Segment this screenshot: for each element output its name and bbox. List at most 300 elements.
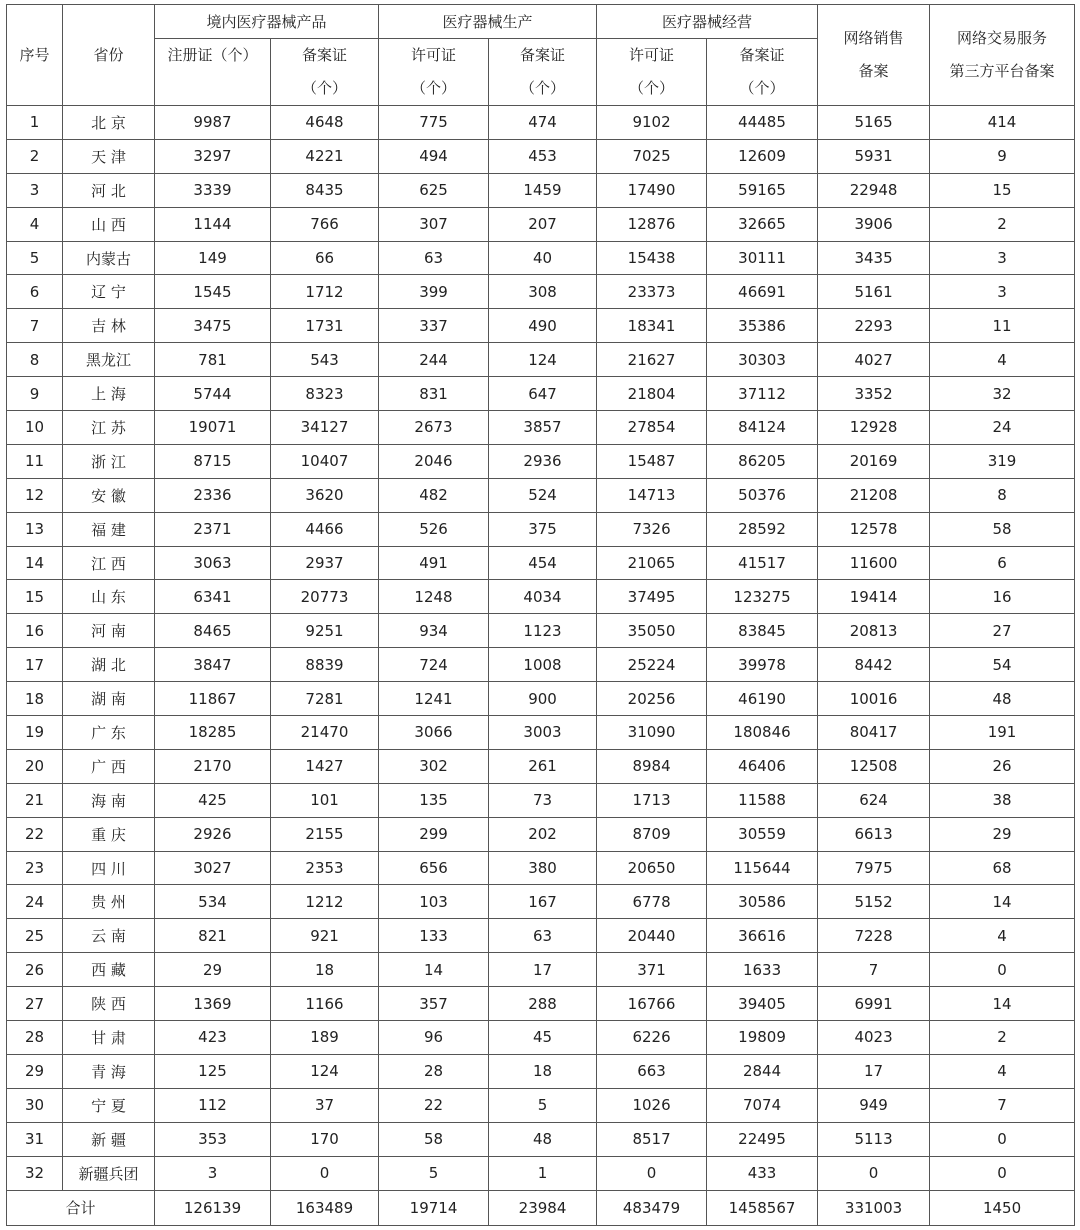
registration-cell: 2336	[155, 478, 271, 512]
online-sales-cell: 80417	[818, 716, 930, 750]
platform-cell: 2	[930, 207, 1075, 241]
registration-cell: 3063	[155, 546, 271, 580]
product-filing-cell: 4648	[271, 106, 379, 140]
header-online-sales	[818, 5, 930, 106]
online-sales-cell: 12928	[818, 411, 930, 445]
product-filing-cell: 37	[271, 1088, 379, 1122]
province-cell: 湖 南	[63, 682, 155, 716]
header-platform-line1: 网络交易服务	[957, 29, 1048, 47]
registration-cell: 18285	[155, 716, 271, 750]
online-sales-cell: 3435	[818, 241, 930, 275]
online-sales-cell: 17	[818, 1054, 930, 1088]
operation-license-cell: 35050	[597, 614, 707, 648]
table-row	[7, 1088, 1075, 1122]
platform-cell: 2	[930, 1021, 1075, 1055]
platform-cell: 58	[930, 512, 1075, 546]
operation-license-cell: 21804	[597, 377, 707, 411]
operation-filing-cell: 115644	[707, 851, 818, 885]
production-filing-cell: 524	[489, 478, 597, 512]
registration-cell: 1369	[155, 987, 271, 1021]
province-cell: 浙 江	[63, 444, 155, 478]
header-province: 省份	[63, 5, 155, 106]
province-cell: 山 东	[63, 580, 155, 614]
platform-cell: 29	[930, 817, 1075, 851]
registration-cell: 423	[155, 1021, 271, 1055]
production-license-cell: 96	[379, 1021, 489, 1055]
platform-cell: 7	[930, 1088, 1075, 1122]
registration-cell: 112	[155, 1088, 271, 1122]
production-license-cell: 2673	[379, 411, 489, 445]
table-row	[7, 275, 1075, 309]
operation-filing-cell: 11588	[707, 783, 818, 817]
online-sales-cell: 3906	[818, 207, 930, 241]
online-sales-cell: 5113	[818, 1122, 930, 1156]
production-license-cell: 307	[379, 207, 489, 241]
seq-cell: 29	[7, 1054, 63, 1088]
operation-license-cell: 37495	[597, 580, 707, 614]
product-filing-cell: 543	[271, 343, 379, 377]
product-filing-cell: 8435	[271, 173, 379, 207]
seq-cell: 1	[7, 106, 63, 140]
online-sales-cell: 12508	[818, 749, 930, 783]
province-cell: 山 西	[63, 207, 155, 241]
table-row	[7, 546, 1075, 580]
production-license-cell: 625	[379, 173, 489, 207]
operation-filing-cell: 19809	[707, 1021, 818, 1055]
production-filing-cell: 375	[489, 512, 597, 546]
production-filing-cell: 73	[489, 783, 597, 817]
operation-filing-cell: 7074	[707, 1088, 818, 1122]
online-sales-cell: 4023	[818, 1021, 930, 1055]
production-license-cell: 2046	[379, 444, 489, 478]
header-operation: 医疗器械经营	[597, 5, 818, 39]
online-sales-cell: 21208	[818, 478, 930, 512]
operation-filing-cell: 59165	[707, 173, 818, 207]
operation-filing-cell: 83845	[707, 614, 818, 648]
table-row	[7, 987, 1075, 1021]
table-row	[7, 885, 1075, 919]
operation-filing-cell: 28592	[707, 512, 818, 546]
platform-cell: 48	[930, 682, 1075, 716]
registration-cell: 149	[155, 241, 271, 275]
subheader-product-registration: 注册证（个）	[155, 39, 271, 106]
province-cell: 黑龙江	[63, 343, 155, 377]
production-filing-cell: 2936	[489, 444, 597, 478]
product-filing-cell: 1212	[271, 885, 379, 919]
online-sales-cell: 7975	[818, 851, 930, 885]
table-row	[7, 783, 1075, 817]
platform-cell: 14	[930, 885, 1075, 919]
operation-license-cell: 663	[597, 1054, 707, 1088]
operation-filing-cell: 2844	[707, 1054, 818, 1088]
platform-cell: 9	[930, 139, 1075, 173]
header-domestic-product: 境内医疗器械产品	[155, 5, 379, 39]
header-online-sales-line1: 网络销售	[843, 29, 904, 47]
operation-license-cell: 20650	[597, 851, 707, 885]
operation-filing-cell: 30111	[707, 241, 818, 275]
province-cell: 吉 林	[63, 309, 155, 343]
online-sales-cell: 2293	[818, 309, 930, 343]
product-filing-cell: 8839	[271, 648, 379, 682]
table-row	[7, 139, 1075, 173]
subheader-production-license: 许可证 （个）	[379, 39, 489, 106]
production-filing-cell: 1	[489, 1156, 597, 1190]
medical-device-stats-table	[6, 4, 1075, 1226]
table-row	[7, 648, 1075, 682]
platform-cell: 27	[930, 614, 1075, 648]
table-body	[7, 106, 1075, 1191]
total-cell: 331003	[818, 1190, 930, 1225]
operation-license-cell: 15487	[597, 444, 707, 478]
table-row	[7, 1054, 1075, 1088]
production-filing-cell: 124	[489, 343, 597, 377]
production-license-cell: 299	[379, 817, 489, 851]
province-cell: 云 南	[63, 919, 155, 953]
operation-license-cell: 7326	[597, 512, 707, 546]
production-filing-cell: 454	[489, 546, 597, 580]
registration-cell: 3	[155, 1156, 271, 1190]
operation-filing-cell: 86205	[707, 444, 818, 478]
production-filing-cell: 1008	[489, 648, 597, 682]
product-filing-cell: 766	[271, 207, 379, 241]
production-filing-cell: 474	[489, 106, 597, 140]
online-sales-cell: 6991	[818, 987, 930, 1021]
production-filing-cell: 900	[489, 682, 597, 716]
province-cell: 贵 州	[63, 885, 155, 919]
province-cell: 北 京	[63, 106, 155, 140]
registration-cell: 2371	[155, 512, 271, 546]
table-row	[7, 309, 1075, 343]
platform-cell: 68	[930, 851, 1075, 885]
table-footer	[7, 1190, 1075, 1225]
total-cell: 1450	[930, 1190, 1075, 1225]
registration-cell: 1144	[155, 207, 271, 241]
table-row	[7, 343, 1075, 377]
online-sales-cell: 10016	[818, 682, 930, 716]
table-row	[7, 1021, 1075, 1055]
operation-filing-cell: 36616	[707, 919, 818, 953]
product-filing-cell: 20773	[271, 580, 379, 614]
total-cell: 1458567	[707, 1190, 818, 1225]
product-filing-cell: 2353	[271, 851, 379, 885]
operation-license-cell: 8984	[597, 749, 707, 783]
production-license-cell: 244	[379, 343, 489, 377]
registration-cell: 781	[155, 343, 271, 377]
production-license-cell: 103	[379, 885, 489, 919]
product-filing-cell: 7281	[271, 682, 379, 716]
total-cell: 163489	[271, 1190, 379, 1225]
operation-license-cell: 0	[597, 1156, 707, 1190]
production-license-cell: 482	[379, 478, 489, 512]
product-filing-cell: 18	[271, 953, 379, 987]
seq-cell: 4	[7, 207, 63, 241]
seq-cell: 2	[7, 139, 63, 173]
seq-cell: 14	[7, 546, 63, 580]
total-cell: 19714	[379, 1190, 489, 1225]
production-license-cell: 135	[379, 783, 489, 817]
product-filing-cell: 21470	[271, 716, 379, 750]
production-license-cell: 831	[379, 377, 489, 411]
operation-filing-cell: 46406	[707, 749, 818, 783]
platform-cell: 6	[930, 546, 1075, 580]
seq-cell: 12	[7, 478, 63, 512]
operation-filing-cell: 37112	[707, 377, 818, 411]
product-filing-cell: 2937	[271, 546, 379, 580]
production-license-cell: 302	[379, 749, 489, 783]
seq-cell: 7	[7, 309, 63, 343]
operation-filing-cell: 30559	[707, 817, 818, 851]
production-license-cell: 724	[379, 648, 489, 682]
production-filing-cell: 167	[489, 885, 597, 919]
product-filing-cell: 4466	[271, 512, 379, 546]
product-filing-cell: 170	[271, 1122, 379, 1156]
province-cell: 陕 西	[63, 987, 155, 1021]
online-sales-cell: 5152	[818, 885, 930, 919]
table-row	[7, 1156, 1075, 1190]
province-cell: 新 疆	[63, 1122, 155, 1156]
registration-cell: 3847	[155, 648, 271, 682]
operation-license-cell: 12876	[597, 207, 707, 241]
seq-cell: 24	[7, 885, 63, 919]
operation-license-cell: 9102	[597, 106, 707, 140]
table-row	[7, 682, 1075, 716]
product-filing-cell: 9251	[271, 614, 379, 648]
production-filing-cell: 48	[489, 1122, 597, 1156]
seq-cell: 25	[7, 919, 63, 953]
registration-cell: 2926	[155, 817, 271, 851]
seq-cell: 16	[7, 614, 63, 648]
platform-cell: 32	[930, 377, 1075, 411]
total-cell: 126139	[155, 1190, 271, 1225]
registration-cell: 8465	[155, 614, 271, 648]
operation-license-cell: 18341	[597, 309, 707, 343]
operation-license-cell: 21627	[597, 343, 707, 377]
registration-cell: 11867	[155, 682, 271, 716]
production-filing-cell: 202	[489, 817, 597, 851]
platform-cell: 38	[930, 783, 1075, 817]
seq-cell: 21	[7, 783, 63, 817]
production-filing-cell: 3003	[489, 716, 597, 750]
product-filing-cell: 124	[271, 1054, 379, 1088]
online-sales-cell: 12578	[818, 512, 930, 546]
province-cell: 甘 肃	[63, 1021, 155, 1055]
operation-license-cell: 8709	[597, 817, 707, 851]
production-filing-cell: 40	[489, 241, 597, 275]
subheader-production-filing: 备案证 （个）	[489, 39, 597, 106]
platform-cell: 4	[930, 919, 1075, 953]
operation-license-cell: 6778	[597, 885, 707, 919]
table-row	[7, 478, 1075, 512]
product-filing-cell: 1166	[271, 987, 379, 1021]
subheader-product-filing: 备案证 （个）	[271, 39, 379, 106]
production-license-cell: 133	[379, 919, 489, 953]
production-license-cell: 357	[379, 987, 489, 1021]
production-license-cell: 656	[379, 851, 489, 885]
operation-license-cell: 17490	[597, 173, 707, 207]
production-license-cell: 58	[379, 1122, 489, 1156]
subheader-operation-filing: 备案证 （个）	[707, 39, 818, 106]
product-filing-cell: 10407	[271, 444, 379, 478]
production-license-cell: 3066	[379, 716, 489, 750]
seq-cell: 18	[7, 682, 63, 716]
table-row	[7, 207, 1075, 241]
online-sales-cell: 6613	[818, 817, 930, 851]
operation-filing-cell: 32665	[707, 207, 818, 241]
product-filing-cell: 0	[271, 1156, 379, 1190]
online-sales-cell: 20813	[818, 614, 930, 648]
registration-cell: 3475	[155, 309, 271, 343]
table-row	[7, 512, 1075, 546]
operation-license-cell: 1026	[597, 1088, 707, 1122]
online-sales-cell: 7	[818, 953, 930, 987]
province-cell: 广 东	[63, 716, 155, 750]
operation-filing-cell: 180846	[707, 716, 818, 750]
product-filing-cell: 3620	[271, 478, 379, 512]
seq-cell: 10	[7, 411, 63, 445]
production-filing-cell: 4034	[489, 580, 597, 614]
province-cell: 广 西	[63, 749, 155, 783]
seq-cell: 22	[7, 817, 63, 851]
operation-filing-cell: 84124	[707, 411, 818, 445]
product-filing-cell: 1712	[271, 275, 379, 309]
table-header	[7, 5, 1075, 106]
platform-cell: 16	[930, 580, 1075, 614]
operation-license-cell: 16766	[597, 987, 707, 1021]
operation-license-cell: 1713	[597, 783, 707, 817]
table-row	[7, 817, 1075, 851]
platform-cell: 54	[930, 648, 1075, 682]
table-row	[7, 953, 1075, 987]
production-filing-cell: 45	[489, 1021, 597, 1055]
production-filing-cell: 261	[489, 749, 597, 783]
operation-license-cell: 20440	[597, 919, 707, 953]
production-filing-cell: 207	[489, 207, 597, 241]
platform-cell: 24	[930, 411, 1075, 445]
operation-filing-cell: 1633	[707, 953, 818, 987]
province-cell: 安 徽	[63, 478, 155, 512]
header-platform-line2: 第三方平台备案	[949, 62, 1055, 80]
table-row	[7, 1122, 1075, 1156]
seq-cell: 9	[7, 377, 63, 411]
platform-cell: 3	[930, 275, 1075, 309]
province-cell: 重 庆	[63, 817, 155, 851]
production-filing-cell: 17	[489, 953, 597, 987]
online-sales-cell: 20169	[818, 444, 930, 478]
platform-cell: 0	[930, 1156, 1075, 1190]
operation-filing-cell: 35386	[707, 309, 818, 343]
registration-cell: 9987	[155, 106, 271, 140]
platform-cell: 11	[930, 309, 1075, 343]
table-row	[7, 444, 1075, 478]
operation-license-cell: 27854	[597, 411, 707, 445]
online-sales-cell: 8442	[818, 648, 930, 682]
seq-cell: 30	[7, 1088, 63, 1122]
platform-cell: 4	[930, 1054, 1075, 1088]
registration-cell: 2170	[155, 749, 271, 783]
table-row	[7, 919, 1075, 953]
production-filing-cell: 5	[489, 1088, 597, 1122]
total-cell: 483479	[597, 1190, 707, 1225]
platform-cell: 15	[930, 173, 1075, 207]
production-license-cell: 28	[379, 1054, 489, 1088]
online-sales-cell: 5931	[818, 139, 930, 173]
operation-filing-cell: 46691	[707, 275, 818, 309]
operation-license-cell: 20256	[597, 682, 707, 716]
seq-cell: 28	[7, 1021, 63, 1055]
operation-license-cell: 25224	[597, 648, 707, 682]
platform-cell: 4	[930, 343, 1075, 377]
online-sales-cell: 22948	[818, 173, 930, 207]
operation-filing-cell: 39405	[707, 987, 818, 1021]
production-license-cell: 399	[379, 275, 489, 309]
production-filing-cell: 647	[489, 377, 597, 411]
production-filing-cell: 380	[489, 851, 597, 885]
production-filing-cell: 1123	[489, 614, 597, 648]
platform-cell: 191	[930, 716, 1075, 750]
product-filing-cell: 1731	[271, 309, 379, 343]
seq-cell: 23	[7, 851, 63, 885]
operation-filing-cell: 123275	[707, 580, 818, 614]
production-license-cell: 1241	[379, 682, 489, 716]
header-third-party-platform	[930, 5, 1075, 106]
subheader-operation-license: 许可证 （个）	[597, 39, 707, 106]
production-license-cell: 22	[379, 1088, 489, 1122]
seq-cell: 15	[7, 580, 63, 614]
province-cell: 四 川	[63, 851, 155, 885]
production-filing-cell: 63	[489, 919, 597, 953]
province-cell: 天 津	[63, 139, 155, 173]
header-seq: 序号	[7, 5, 63, 106]
operation-license-cell: 23373	[597, 275, 707, 309]
registration-cell: 6341	[155, 580, 271, 614]
province-cell: 河 北	[63, 173, 155, 207]
platform-cell: 414	[930, 106, 1075, 140]
product-filing-cell: 1427	[271, 749, 379, 783]
product-filing-cell: 189	[271, 1021, 379, 1055]
production-filing-cell: 3857	[489, 411, 597, 445]
province-cell: 上 海	[63, 377, 155, 411]
production-license-cell: 1248	[379, 580, 489, 614]
online-sales-cell: 949	[818, 1088, 930, 1122]
operation-license-cell: 31090	[597, 716, 707, 750]
registration-cell: 125	[155, 1054, 271, 1088]
platform-cell: 26	[930, 749, 1075, 783]
platform-cell: 8	[930, 478, 1075, 512]
online-sales-cell: 0	[818, 1156, 930, 1190]
production-filing-cell: 308	[489, 275, 597, 309]
province-cell: 内蒙古	[63, 241, 155, 275]
platform-cell: 3	[930, 241, 1075, 275]
operation-filing-cell: 22495	[707, 1122, 818, 1156]
product-filing-cell: 66	[271, 241, 379, 275]
registration-cell: 29	[155, 953, 271, 987]
operation-license-cell: 6226	[597, 1021, 707, 1055]
province-cell: 宁 夏	[63, 1088, 155, 1122]
table-row	[7, 173, 1075, 207]
production-license-cell: 491	[379, 546, 489, 580]
production-license-cell: 63	[379, 241, 489, 275]
operation-license-cell: 14713	[597, 478, 707, 512]
registration-cell: 534	[155, 885, 271, 919]
production-license-cell: 526	[379, 512, 489, 546]
province-cell: 湖 北	[63, 648, 155, 682]
production-license-cell: 5	[379, 1156, 489, 1190]
online-sales-cell: 7228	[818, 919, 930, 953]
product-filing-cell: 4221	[271, 139, 379, 173]
table-row	[7, 851, 1075, 885]
operation-filing-cell: 39978	[707, 648, 818, 682]
production-filing-cell: 18	[489, 1054, 597, 1088]
